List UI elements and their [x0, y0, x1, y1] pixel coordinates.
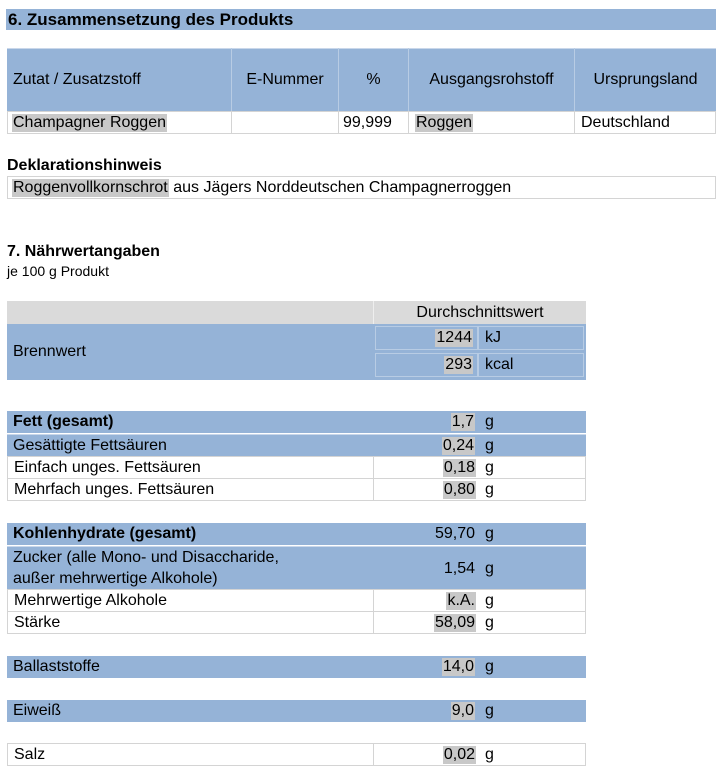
header-raw-material: Ausgangsrohstoff	[408, 48, 574, 111]
nutrition-column-header: Durchschnittswert	[373, 301, 586, 324]
fiber-value: 14,0	[373, 656, 479, 678]
energy-kcal-value: 293	[375, 353, 478, 377]
sugar-label: Zucker (alle Mono- und Disaccharide, außer mehrwertige Alkohole)	[7, 546, 373, 590]
section-6-title: 6. Zusammensetzung des Produkts	[6, 9, 716, 30]
fiber-unit: g	[479, 656, 586, 678]
header-ingredient: Zutat / Zusatzstoff	[13, 70, 141, 88]
origin-cell: Deutschland	[574, 111, 716, 134]
polyunsaturated-fat-unit: g	[479, 478, 586, 501]
salt-unit: g	[479, 743, 586, 766]
polyols-value: k.A.	[373, 589, 480, 612]
energy-kj-value: 1244	[375, 326, 478, 350]
carbs-total-label: Kohlenhydrate (gesamt)	[7, 523, 373, 545]
energy-kj-unit: kJ	[478, 326, 584, 350]
fat-total-label: Fett (gesamt)	[7, 411, 373, 433]
starch-value: 58,09	[373, 611, 480, 634]
fiber-label: Ballaststoffe	[7, 656, 373, 678]
protein-value: 9,0	[373, 700, 479, 722]
starch-unit: g	[479, 611, 586, 634]
salt-value: 0,02	[373, 743, 480, 766]
saturated-fat-value: 0,24	[373, 434, 479, 456]
saturated-fat-unit: g	[479, 434, 586, 456]
section-7-subtitle: je 100 g Produkt	[7, 263, 109, 279]
declaration-label: Deklarationshinweis	[7, 157, 162, 174]
salt-label: Salz	[7, 743, 374, 766]
polyols-unit: g	[479, 589, 586, 612]
declaration-text: aus Jägers Norddeutschen Champagnerroggen	[168, 178, 512, 196]
energy-kcal-unit: kcal	[478, 353, 584, 377]
polyunsaturated-fat-value: 0,80	[373, 478, 480, 501]
declaration-highlight: Roggenvollkornschrot	[13, 178, 168, 196]
section-7-title: 7. Nährwertangaben	[7, 243, 160, 260]
monounsaturated-fat-value: 0,18	[373, 456, 480, 479]
sugar-value: 1,54	[373, 546, 479, 590]
fat-total-unit: g	[479, 411, 586, 433]
header-percent: %	[338, 48, 408, 111]
e-number-cell	[231, 111, 339, 134]
header-origin: Ursprungsland	[574, 48, 716, 111]
saturated-fat-label: Gesättigte Fettsäuren	[7, 434, 373, 456]
ingredient-name: Champagner Roggen	[13, 113, 166, 131]
nutrition-header-label-cell	[7, 301, 373, 324]
starch-label: Stärke	[7, 611, 374, 634]
energy-label: Brennwert	[13, 343, 86, 360]
sugar-unit: g	[479, 546, 586, 590]
polyols-label: Mehrwertige Alkohole	[7, 589, 374, 612]
fat-total-value: 1,7	[373, 411, 479, 433]
header-e-number: E-Nummer	[231, 48, 338, 111]
carbs-total-value: 59,70	[373, 523, 479, 545]
ingredient-cell	[7, 111, 232, 134]
protein-unit: g	[479, 700, 586, 722]
raw-material-value: Roggen	[416, 113, 473, 131]
monounsaturated-fat-unit: g	[479, 456, 586, 479]
protein-label: Eiweiß	[7, 700, 373, 722]
carbs-total-unit: g	[479, 523, 586, 545]
raw-material-cell	[408, 111, 575, 134]
declaration-box	[7, 176, 716, 199]
percent-cell: 99,999	[338, 111, 409, 134]
monounsaturated-fat-label: Einfach unges. Fettsäuren	[7, 456, 374, 479]
polyunsaturated-fat-label: Mehrfach unges. Fettsäuren	[7, 478, 374, 501]
